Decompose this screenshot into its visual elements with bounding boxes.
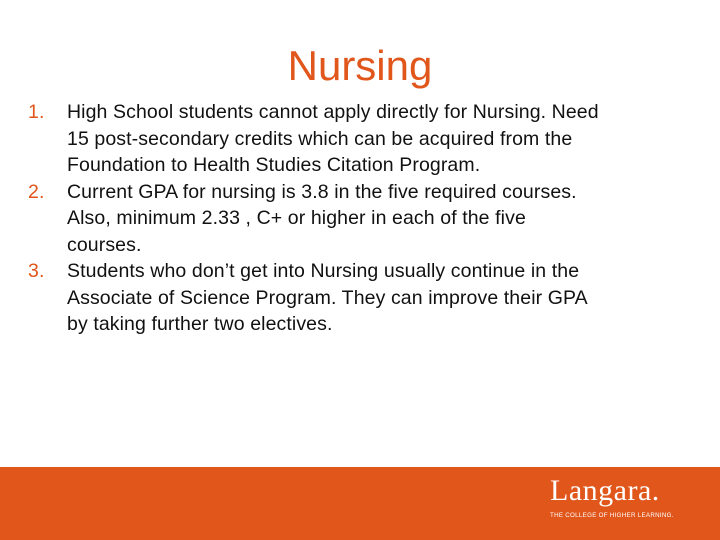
list-item-text <box>67 99 718 179</box>
list-item <box>28 258 718 338</box>
list-item-line: High School students cannot apply directly for Nursing. Need <box>67 101 599 123</box>
list-item-line: courses. <box>67 233 142 256</box>
footer-bar <box>0 467 720 540</box>
list-item-line: 15 post-secondary credits which can be acquired from the <box>67 127 573 150</box>
list-item-number: 3. <box>28 260 45 282</box>
list-item-line: Associate of Science Program. They can improve their GPA <box>67 286 588 309</box>
numbered-list <box>28 99 718 338</box>
list-item-number: 1. <box>28 101 45 123</box>
list-item-line: by taking further two electives. <box>67 313 333 335</box>
slide-title-text: Nursing <box>287 42 433 89</box>
list-item <box>28 179 718 259</box>
list-item <box>28 99 718 179</box>
list-item-text <box>67 179 718 259</box>
list-item-number: 2. <box>28 180 45 203</box>
logo-tagline: THE COLLEGE OF HIGHER LEARNING. <box>550 512 674 519</box>
list-item-line: Current GPA for nursing is 3.8 in the five required courses. <box>67 180 577 203</box>
langara-logo <box>550 473 710 521</box>
list-item-text <box>67 258 718 338</box>
list-item-line: Also, minimum 2.33 , C+ or higher in each of the five <box>67 207 526 229</box>
list-item-line: Foundation to Health Studies Citation Program. <box>67 154 481 176</box>
logo-name: Langara. <box>550 474 660 507</box>
slide-title <box>0 40 720 92</box>
list-item-line: Students who don’t get into Nursing usually continue in the <box>67 260 580 282</box>
